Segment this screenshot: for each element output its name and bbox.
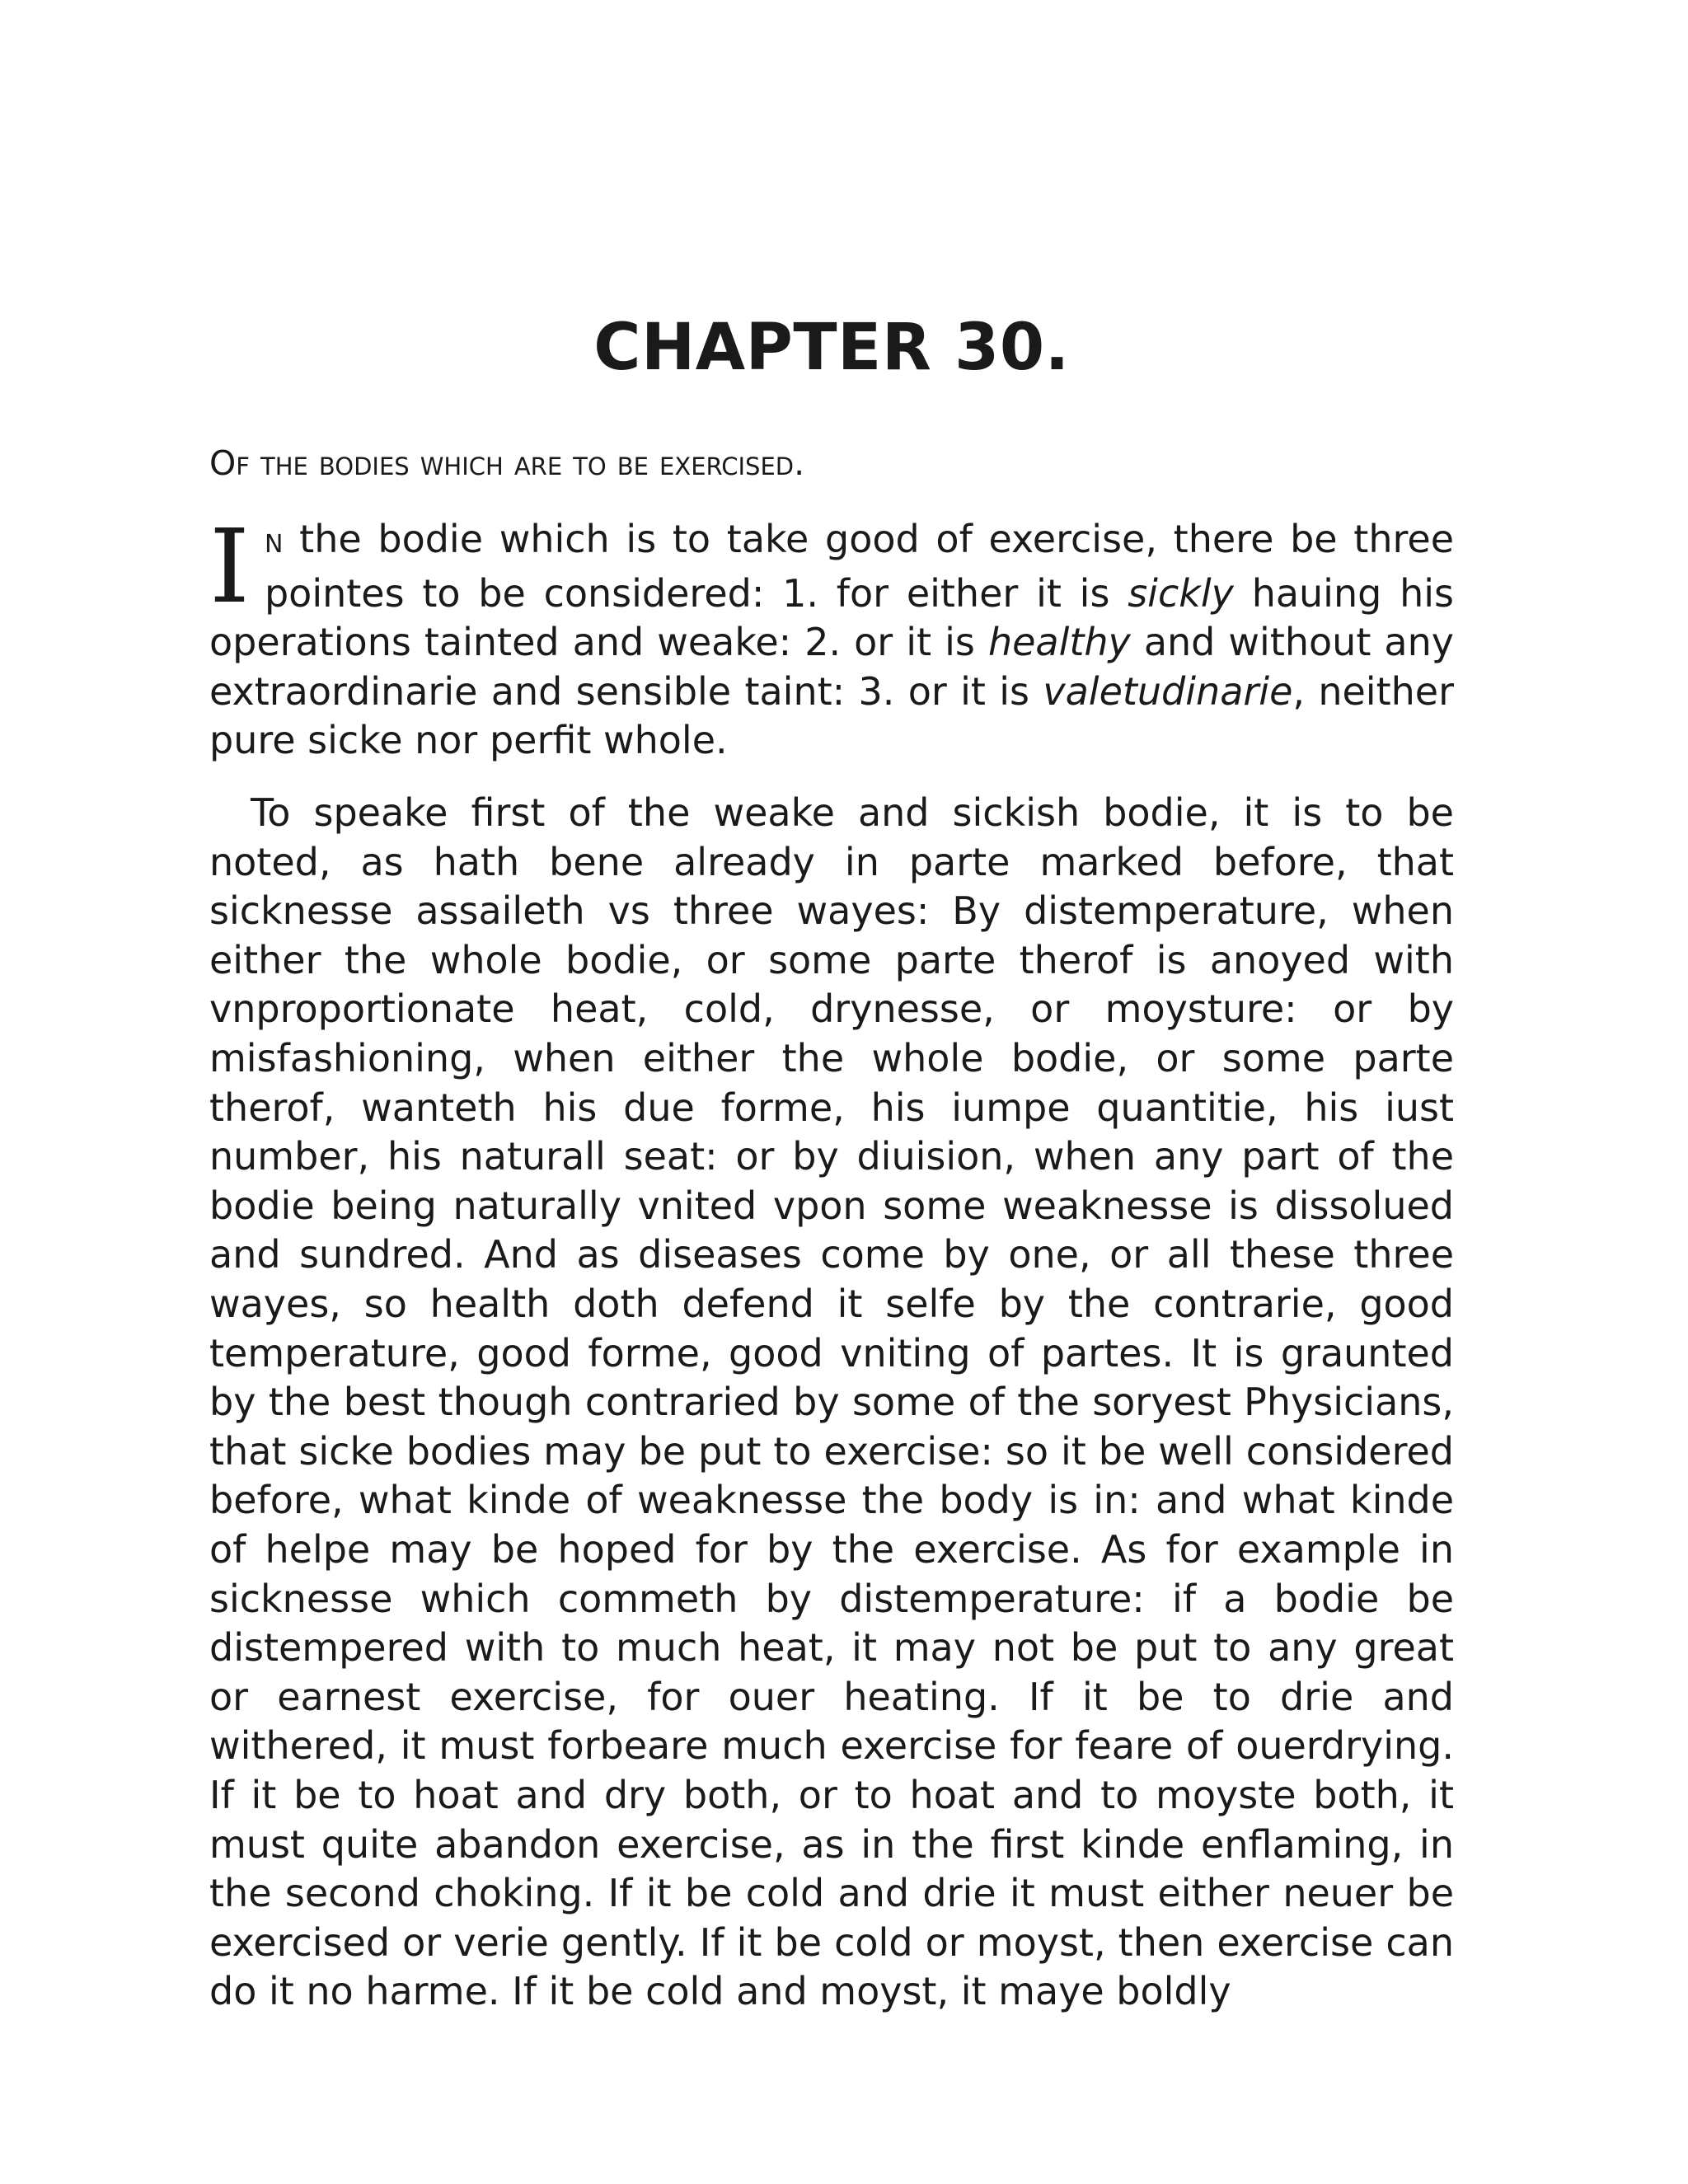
term-sickly: sickly	[1128, 570, 1234, 616]
document-page	[209, 313, 1454, 2017]
chapter-title: CHAPTER 30.	[593, 311, 1070, 385]
chapter-subtitle: Of the bodies which are to be exercised.	[209, 443, 805, 483]
paragraph-1-text-d: , neither pure sicke nor perfit whole.	[209, 668, 1454, 763]
paragraph-1	[209, 508, 1455, 766]
first-word-remainder: N	[264, 530, 284, 560]
paragraph-1-text-a: the bodie which is to take good of exercise, there be three pointes to be considered: 1. for either it is	[264, 517, 1454, 616]
paragraph-1-text-c: and without any extraordinarie and sensible taint: 3. or it is	[209, 620, 1454, 714]
paragraph-2: To speake first of the weake and sickish bodie, it is to be noted, as hath bene already in parte marked before, that sicknesse assaileth vs three wayes: By distemperature, when either the whole bodie, or some parte therof is anoyed with vnproportionate heat, cold, drynesse, or moysture: or by misfashioning, when either the whole bodie, or some parte therof, wanteth his due forme, his iumpe quantitie, his iust number, his naturall seat: or by diuision, when any part of the bodie being naturally vnited vpon some weaknesse is dissolued and sundred. And as diseases come by one, or all these three wayes, so health doth defend it selfe by the contrarie, good temperature, good forme, good vniting of partes. It is graunted by the best though contraried by some of the soryest Physicians, that sicke bodies may be put to exercise: so it be well considered before, what kinde of weaknesse the body is in: and what kinde of helpe may be hoped for by the exercise. As for example in sicknesse which commeth by distemperature: if a bodie be distempered with to much heat, it may not be put to any great or earnest exercise, for ouer heating. If it be to drie and withered, it must forbeare much exercise for feare of ouerdrying. If it be to hoat and dry both, or to hoat and to moyste both, it must quite abandon exercise, as in the first kinde enflaming, in the second choking. If it be cold and drie it must either neuer be exercised or verie gently. If it be cold or moyst, then exercise can do it no harme. If it be cold and moyst, it maye boldly	[209, 790, 1454, 2014]
term-healthy: healthy	[987, 620, 1131, 665]
drop-cap: I	[209, 508, 250, 627]
paragraph-1-text-b: hauing his operations tainted and weake: 2. or it is	[209, 570, 1455, 665]
term-valetudinarie: valetudinarie	[1043, 668, 1293, 714]
